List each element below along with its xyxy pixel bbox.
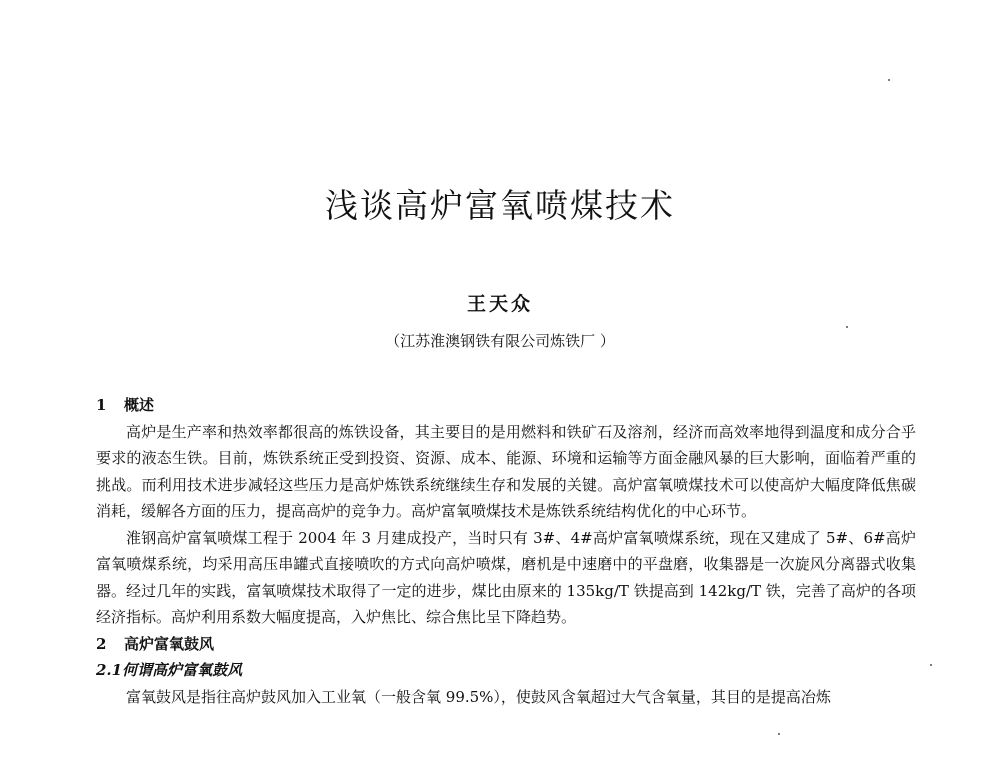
paragraph: 富氧鼓风是指往高炉鼓风加入工业氧（一般含氧 99.5%），使鼓风含氧超过大气含氧量，其目的是提高冶炼: [126, 687, 831, 706]
section-number: 2: [96, 634, 107, 653]
author-affiliation: （江苏淮澳钢铁有限公司炼铁厂 ）: [385, 332, 615, 350]
subsection-heading: [96, 657, 916, 684]
section-heading: [96, 392, 916, 419]
subsection-title: 何谓高炉富氧鼓风: [122, 661, 243, 679]
paragraph: 淮钢高炉富氧喷煤工程于 2004 年 3 月建成投产，当时只有 3#、4#高炉富氧喷煤系统，现在又建成了 5#、6#高炉富氧喷煤系统，均采用高压串罐式直接喷吹的方式向高炉喷煤，磨机是中速磨中的平盘磨，收集器是一次旋风分离器式收集器。经过几年的实践，富氧喷煤技术取得了一定的进步，煤比由原来的 135kg/T 铁提高到 142kg/T 铁，完善了高炉的各项经济指标。高炉利用系数大幅度提高，入炉焦比、综合焦比呈下降趋势。: [96, 528, 916, 626]
scan-speck: [846, 326, 848, 328]
section-heading: [96, 631, 916, 658]
scan-speck: [930, 664, 932, 666]
paper-title: 浅谈高炉富氧喷煤技术: [325, 186, 675, 225]
section-title: 高炉富氧鼓风: [124, 634, 215, 653]
paragraph: 高炉是生产率和热效率都很高的炼铁设备，其主要目的是用燃料和铁矿石及溶剂，经济而高效率地得到温度和成分合乎要求的液态生铁。目前，炼铁系统正受到投资、资源、成本、能源、环境和运输等方面金融风暴的巨大影响，面临着严重的挑战。而利用技术进步减轻这些压力是高炉炼铁系统继续生存和发展的关键。高炉富氧喷煤技术可以使高炉大幅度降低焦碳消耗，缓解各方面的压力，提高高炉的竞争力。高炉富氧喷煤技术是炼铁系统结构优化的中心环节。: [96, 422, 916, 520]
section-number: 1: [96, 396, 107, 414]
scan-speck: [778, 733, 780, 735]
subsection-number: 2.1: [96, 661, 123, 679]
section-title: 概述: [124, 396, 155, 414]
scan-speck: [888, 79, 890, 81]
paper-body: [96, 392, 916, 710]
author-name: 王天众: [466, 293, 533, 315]
